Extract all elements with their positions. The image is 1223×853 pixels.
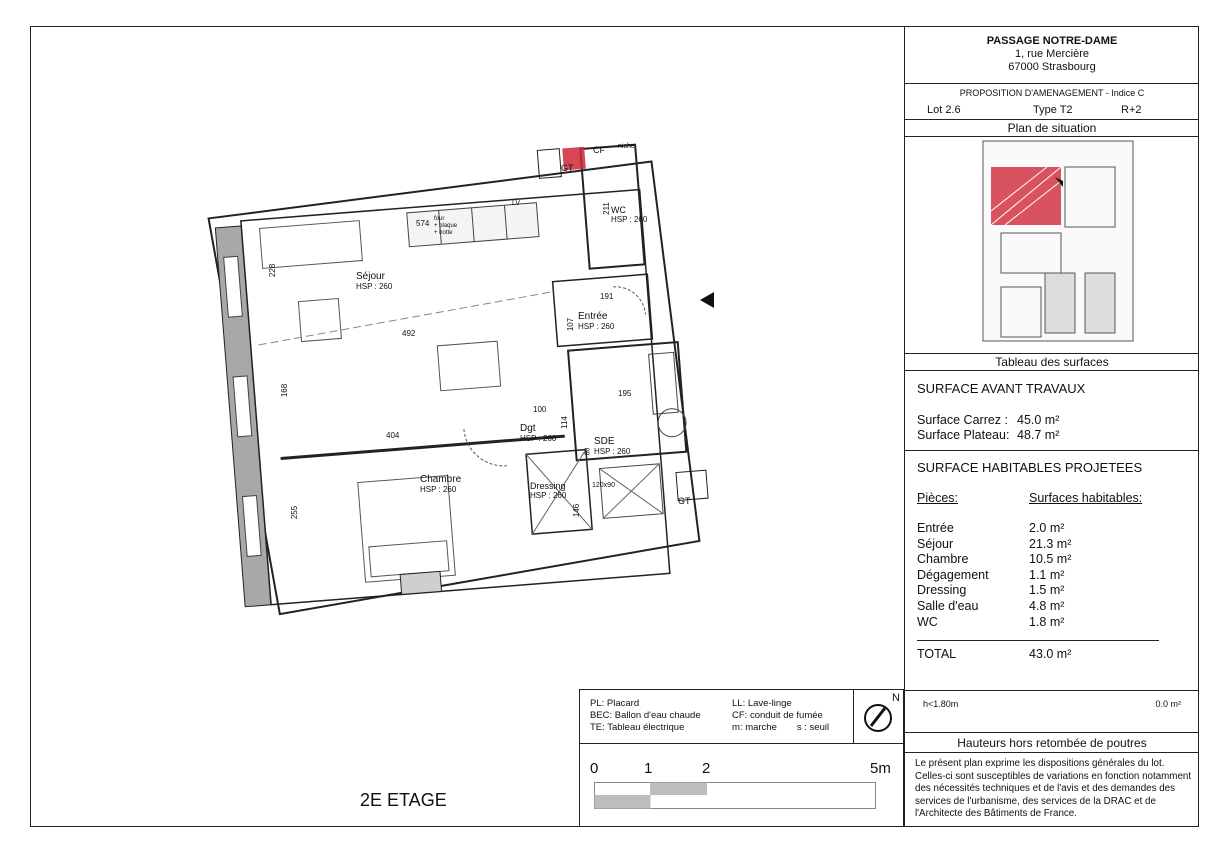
room-area-cell: 2.0 m² (1029, 521, 1065, 535)
room-name: Entrée (578, 311, 608, 322)
dim-255: 255 (290, 505, 300, 520)
room-hsp: HSP : 260 (520, 434, 557, 443)
lot-number: Lot 2.6 (927, 104, 961, 116)
surface-projected-section (905, 451, 1199, 691)
scale-bar (594, 782, 876, 810)
surfaces-table-label: Tableau des surfaces (905, 354, 1199, 371)
address-line1: 1, rue Mercière (1015, 48, 1089, 60)
surface-before-section (905, 371, 1199, 451)
coffee-table (298, 299, 341, 342)
door-arc-entree (613, 285, 645, 317)
floor-label: 2E ETAGE (360, 790, 447, 810)
surface-projected-heading: SURFACE HABITABLES PROJETEES (917, 460, 1143, 475)
north-box (854, 689, 904, 744)
dim-120x90: 120x90 (592, 482, 615, 489)
legend-box (579, 689, 854, 744)
situation-plan-image (905, 137, 1198, 352)
room-name-cell: WC (917, 614, 938, 629)
room-name: Dressing (530, 481, 566, 491)
room-hsp: HSP : 260 (530, 491, 567, 500)
disclaimer-text: Le présent plan exprime les dispositions générales du lot. Celles-ci sont susceptibles de variations en fonction notamment des nécessités techniques et de l'avis et des demandes des services de l'urbanisme, des services de la DRAC et de l'Architecte des Bâtiments de France. (915, 758, 1192, 819)
room-name: Chambre (420, 474, 462, 485)
dim-100: 100 (533, 405, 547, 414)
room-area-cell: 10.5 m² (1029, 552, 1072, 567)
project-name: PASSAGE NOTRE-DAME (986, 35, 1118, 47)
label-lv: LV (512, 200, 521, 207)
situation-label: Plan de situation (905, 120, 1199, 137)
scale-tick-0: 0 (590, 760, 599, 777)
kitchen-hotte: + hotte (434, 230, 453, 236)
kitchen-plaque: + plaque (434, 223, 458, 229)
legend-right (732, 698, 829, 734)
room-hsp: HSP : 260 (594, 447, 631, 456)
room-area-cell: 1.8 m² (1029, 614, 1065, 629)
label-cf: CF (593, 145, 605, 155)
legend-left (590, 698, 701, 734)
lot-level: R+2 (1121, 104, 1142, 116)
label-dgt (520, 424, 556, 444)
dim-114: 114 (559, 416, 569, 429)
entrance-arrow (700, 292, 714, 308)
room-name-cell: Séjour (917, 536, 954, 551)
dim-228: 228 (268, 263, 278, 278)
title-block (904, 26, 1199, 827)
scale-tick-1: 1 (644, 760, 653, 777)
lot-type: Type T2 (1033, 104, 1073, 116)
project-header (905, 26, 1199, 84)
room-area-cell: 4.8 m² (1029, 599, 1065, 613)
scale-bar-box (579, 744, 904, 827)
interior-outline (241, 190, 670, 605)
scale-tick-2: 2 (702, 760, 711, 777)
room-hsp: HSP : 260 (356, 282, 393, 291)
carrez-value: 45.0 m² (1017, 413, 1060, 427)
room-hsp: HSP : 260 (420, 485, 457, 494)
dim-211: 211 (601, 202, 611, 215)
label-niche: niche (618, 143, 635, 150)
room-name-cell: Dressing (917, 583, 967, 598)
room-name: Séjour (356, 271, 385, 282)
plateau-value: 48.7 m² (1017, 428, 1060, 442)
dim-492: 492 (402, 329, 416, 338)
beams-label: Hauteurs hors retombée de poutres (905, 733, 1199, 753)
carrez-label: Surface Carrez : (917, 413, 1009, 427)
surface-before-heading: SURFACE AVANT TRAVAUX (917, 381, 1086, 396)
room-name-cell: Dégagement (917, 567, 989, 582)
situation-map (905, 137, 1199, 354)
room-area-cell: 1.5 m² (1029, 583, 1065, 598)
label-sejour (356, 272, 392, 292)
label-wc (611, 206, 647, 224)
dim-404: 404 (386, 431, 400, 440)
north-label: N (892, 692, 900, 704)
room-name-cell: Salle d'eau (917, 599, 979, 613)
room-hsp: HSP : 260 (611, 215, 648, 224)
kitchen-four: four (434, 216, 445, 222)
proposal-text: PROPOSITION D'AMENAGEMENT - Indice C (959, 88, 1145, 98)
room-name: WC (611, 205, 626, 215)
dining-table (437, 341, 500, 391)
room-name-cell: Chambre (917, 552, 969, 567)
legend-pl: PL: Placard (590, 698, 640, 709)
legend-s: s : seuil (796, 722, 830, 733)
plateau-label: Surface Plateau: (917, 428, 1010, 442)
dim-574: 574 (416, 219, 430, 228)
address-line2: 67000 Strasbourg (1008, 61, 1096, 73)
chimney-brick (400, 571, 441, 594)
door-arc-dgt (464, 426, 507, 469)
room-name-cell: Entrée (917, 521, 954, 535)
dim-168: 168 (280, 383, 290, 398)
total-label: TOTAL (917, 647, 957, 661)
room-area-cell: 1.1 m² (1029, 567, 1065, 582)
label-gt: GT (561, 163, 574, 173)
lot-info (905, 84, 1199, 120)
legend-cf: CF: conduit de fumée (732, 710, 823, 721)
total-value: 43.0 m² (1029, 647, 1072, 661)
label-gt: GT (678, 496, 691, 506)
label-kitchen (434, 216, 457, 237)
dim-195: 195 (618, 389, 632, 398)
scale-tick-5m: 5m (870, 760, 891, 777)
low-height-label: h<1.80m (923, 699, 959, 709)
dim-191: 191 (600, 292, 614, 301)
room-area-cell: 21.3 m² (1029, 536, 1072, 551)
label-dressing (530, 482, 566, 500)
low-height-value: 0.0 m² (1155, 699, 1181, 709)
dim-80: 80 (584, 447, 592, 456)
dim-146: 146 (572, 503, 582, 518)
dim-107: 107 (566, 317, 576, 332)
col-rooms: Pièces: (917, 491, 958, 505)
label-entree (578, 312, 614, 332)
sofa (260, 221, 363, 269)
legend-ll: LL: Lave-linge (732, 698, 792, 709)
col-surfaces: Surfaces habitables: (1029, 491, 1143, 505)
label-sde (594, 437, 630, 457)
room-name: Dgt (520, 423, 536, 434)
low-height-row (905, 691, 1199, 733)
room-hsp: HSP : 260 (578, 322, 615, 331)
legend-bec: BEC: Ballon d'eau chaude (590, 710, 701, 721)
room-name: SDE (594, 436, 615, 447)
legend-te: TE: Tableau électrique (590, 722, 685, 733)
total-divider (917, 640, 1159, 641)
legend-m: m: marche (732, 722, 777, 733)
label-chambre (420, 475, 461, 495)
